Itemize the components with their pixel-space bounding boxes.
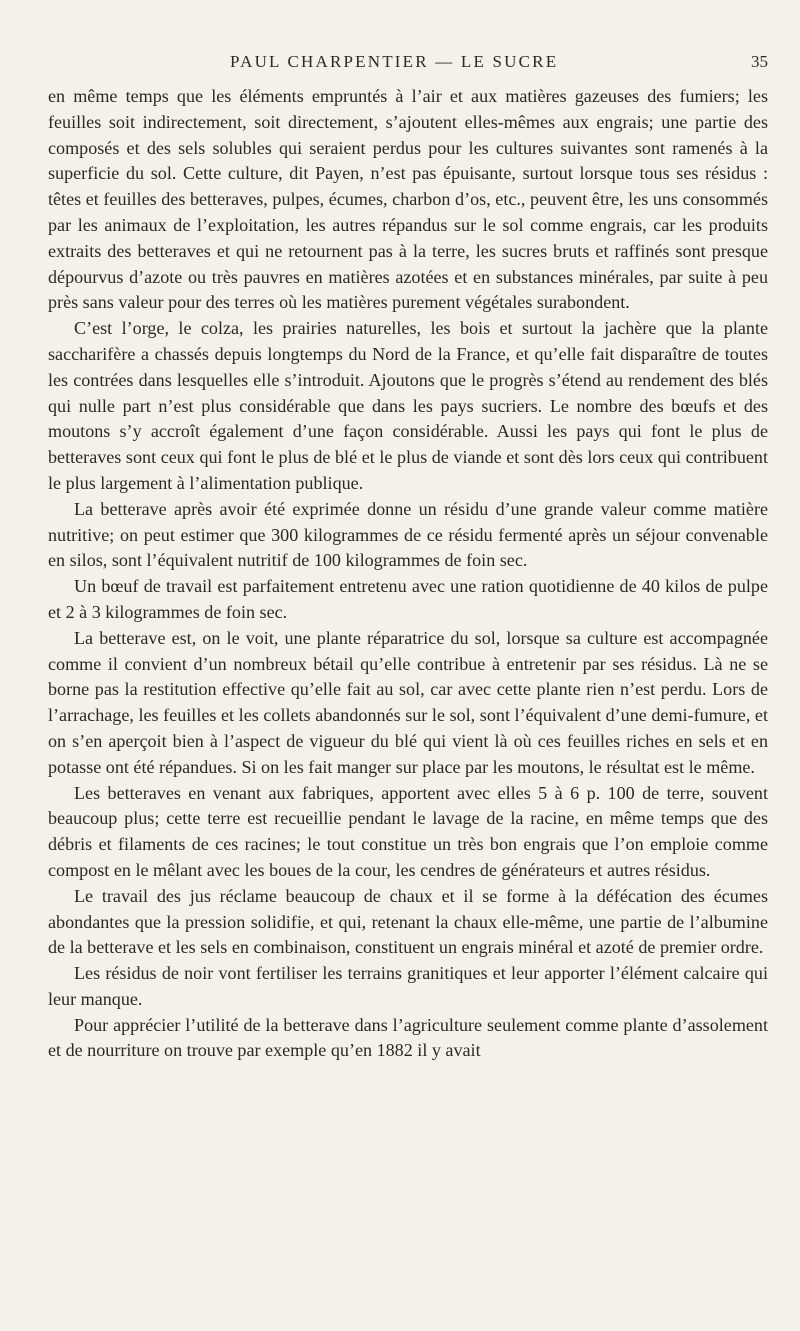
running-title: PAUL CHARPENTIER — LE SUCRE bbox=[230, 52, 559, 71]
paragraph-9: Pour apprécier l’utilité de la betterave dans l’agriculture seulement comme plante d’assolement et de nourriture on trouve par exemple qu’en 1882 il y avait bbox=[48, 1014, 768, 1061]
paragraph-3: La betterave après avoir été exprimée donne un résidu d’une grande valeur comme matière nutritive; on peut estimer que 300 kilogrammes de ce résidu fermenté après un séjour convenable en silos, sont l’équivalent nutritif de 100 kilogrammes de foin sec. bbox=[48, 498, 768, 571]
paragraph-2: C’est l’orge, le colza, les prairies naturelles, les bois et surtout la jachère que la plante saccharifère a chassés depuis longtemps du Nord de la France, et qu’elle fait disparaître de toutes les contrées dans lesquelles elle s’introduit. Ajoutons que le progrès s’étend au rendement des blés qui nulle part n’est plus considérable que dans les pays sucriers. Le nombre des bœufs et des moutons s’y accroît également d’une façon considérable. Aussi les pays qui font le plus de betteraves sont ceux qui font le plus de blé et le plus de viande et sont dès lors ceux qui contribuent le plus largement à l’alimentation publique. bbox=[48, 318, 768, 493]
paragraph-6: Les betteraves en venant aux fabriques, apportent avec elles 5 à 6 p. 100 de terre, souvent beaucoup plus; cette terre est recueillie pendant le lavage de la racine, en même temps que des débris et filaments de ces racines; le tout constitue un très bon engrais que l’on emploie comme compost en le mêlant avec les boues de la cour, les cendres de générateurs et autres résidus. bbox=[48, 782, 768, 880]
paragraph-7: Le travail des jus réclame beaucoup de chaux et il se forme à la défécation des écumes abondantes que la pression solidifie, et qui, retenant la chaux elle-même, une partie de l’albumine de la betterave et les sels en combinaison, constituent un engrais minéral et azoté de premier ordre. bbox=[48, 885, 768, 958]
paragraph-4: Un bœuf de travail est parfaitement entretenu avec une ration quotidienne de 40 kilos de pulpe et 2 à 3 kilogrammes de foin sec. bbox=[48, 576, 768, 622]
body-text bbox=[48, 84, 768, 1064]
running-header bbox=[48, 44, 768, 80]
paragraph-8: Les résidus de noir vont fertiliser les terrains granitiques et leur apporter l’élément calcaire qui leur manque. bbox=[48, 963, 768, 1009]
page-number: 35 bbox=[751, 52, 768, 71]
paragraph-5: La betterave est, on le voit, une plante réparatrice du sol, lorsque sa culture est accompagnée comme il convient d’un nombreux bétail qu’elle contribue à entretenir par ses résidus. Là ne se borne pas la restitution effective qu’elle fait au sol, car avec cette plante rien n’est perdu. Lors de l’arrachage, les feuilles et les collets abandonnés sur le sol, sont l’équivalent d’une demi-fumure, et on s’en aperçoit bien à l’aspect de vigueur du blé qui vient là où ces feuilles riches en sels et en potasse ont été répandues. Si on les fait manger sur place par les moutons, le résultat est le même. bbox=[48, 627, 768, 777]
paragraph-1: en même temps que les éléments empruntés à l’air et aux matières gazeuses des fumiers; les feuilles soit indirectement, soit directement, s’ajoutent elles-mêmes aux engrais; une partie des composés et des sels solubles qui seraient perdus pour les cultures suivantes sont ramenés à la superficie du sol. Cette culture, dit Payen, n’est pas épuisante, surtout lorsque tous ses résidus : têtes et feuilles des betteraves, pulpes, écumes, charbon d’os, etc., peuvent être, les uns consommés par les animaux de l’exploitation, les autres répandus sur le sol comme engrais, car les produits extraits des betteraves et qui ne retournent pas à la terre, les sucres bruts et raffinés sont presque dépourvus d’azote ou très pauvres en matières azotées et en substances minérales, par suite à peu près sans valeur pour des terres où les matières purement végétales surabondent. bbox=[48, 86, 768, 313]
